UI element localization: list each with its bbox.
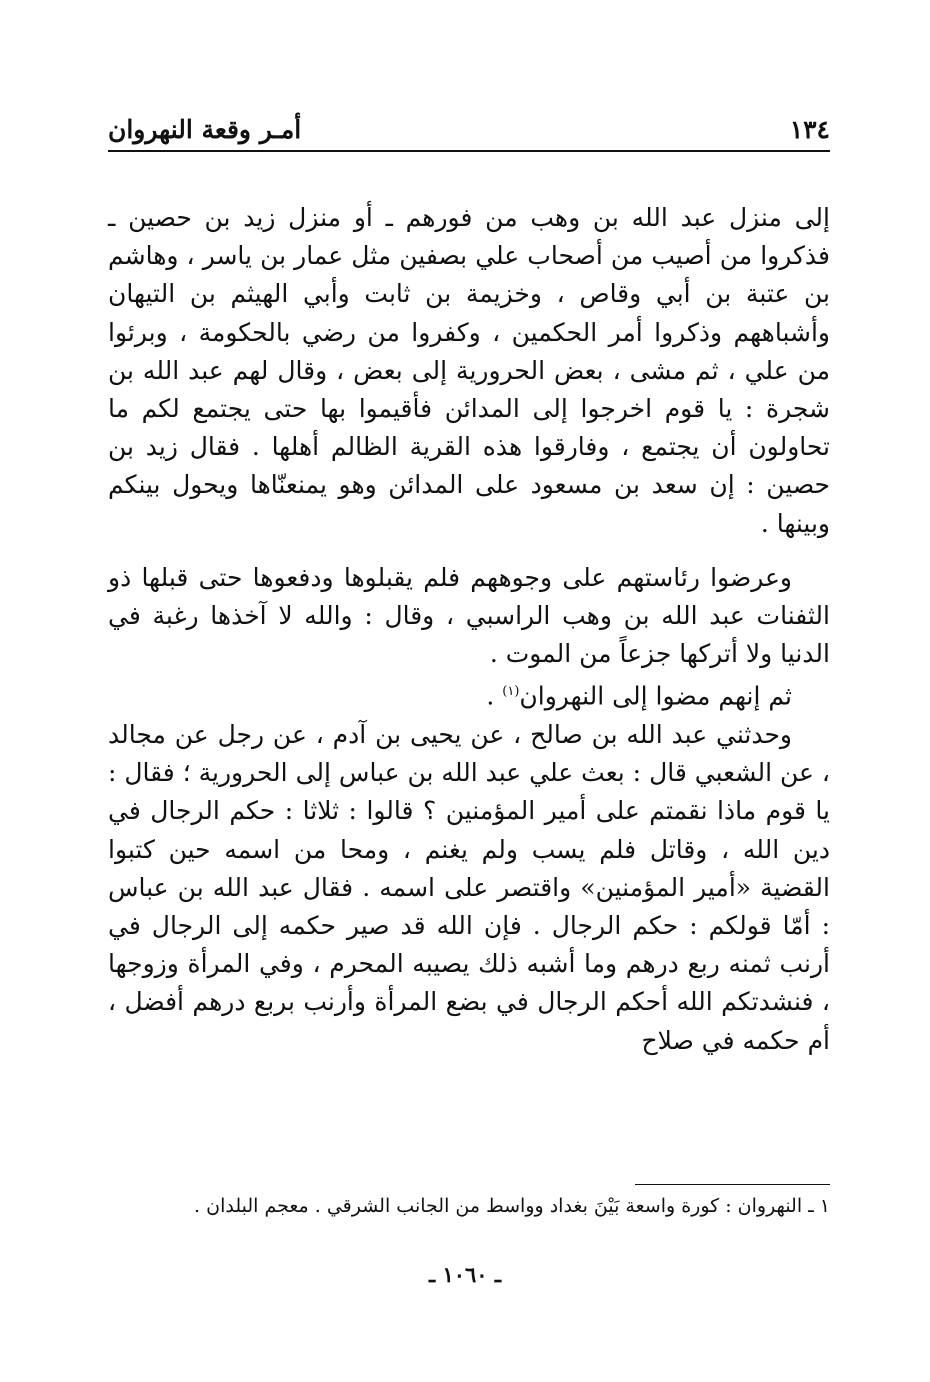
page-number: ١٣٤ [789, 115, 830, 144]
paragraph-1: إلى منزل عبد الله بن وهب من فورهم ـ أو منزل زيد بن حصين ـ فذكروا من أصيب من أصحاب علي بصفين مثل عمار بن ياسر ، وهاشم بن عتبة بن أبي وقاص ، وخزيمة بن ثابت وأبي الهيثم بن التيهان وأشباههم وذكروا أمر الحكمين ، وكفروا من رضي بالحكومة ، وبرئوا من علي ، ثم مشى ، بعض الحرورية إلى بعض ، وقال لهم عبد الله بن شجرة : يا قوم اخرجوا إلى المدائن فأقيموا بها حتى يجتمع لكم ما تحاولون أن يجتمع ، وفارقوا هذه القرية الظالم أهلها . فقال زيد بن حصين : إن سعد بن مسعود على المدائن وهو يمنعنّاها ويحول بينكم وبينها . [108, 203, 830, 538]
footnote-rule [635, 1184, 830, 1185]
main-text [108, 199, 830, 1060]
header-rule [108, 150, 830, 152]
folio-number: ـ ١٠٦٠ ـ [428, 1262, 502, 1287]
running-header [108, 104, 830, 144]
footnote-marker: (١) [502, 684, 520, 700]
running-title: أمـر وقعة النهروان [108, 115, 302, 144]
paragraph-3 [108, 673, 830, 716]
footnote: ١ ـ النهروان : كورة واسعة بَيْنَ بغداد وواسط من الجانب الشرقي . معجم البلدان . [194, 1195, 830, 1217]
paragraph-4: وحدثني عبد الله بن صالح ، عن يحيى بن آدم ، عن رجل عن مجالد ، عن الشعبي قال : بعث علي عبد الله بن عباس إلى الحرورية ؛ فقال : يا قوم ماذا نقمتم على أمير المؤمنين ؟ قالوا : ثلاثا : حكم الرجال في دين الله ، وقاتل فلم يسب ولم يغنم ، ومحا من اسمه حين كتبوا القضية «أمير المؤمنين» واقتصر على اسمه . فقال عبد الله بن عباس : أمّا قولكم : حكم الرجال . فإن الله قد صير حكمه إلى الرجال في أرنب ثمنه ربع درهم وما أشبه ذلك يصيبه المحرم ، وفي المرأة وزوجها ، فنشدتكم الله أحكم الرجال في بضع المرأة وأرنب بربع درهم أفضل ، أم حكمه في صلاح [108, 719, 830, 1055]
paragraph-2: وعرضوا رئاستهم على وجوههم فلم يقبلوها ودفعوها حتى قبلها ذو الثفنات عبد الله بن وهب الراسبي ، وقال : والله لا آخذها رغبة في الدنيا ولا أتركها جزعاً من الموت . [108, 562, 830, 669]
paragraph-3-end: . [486, 681, 503, 711]
paragraph-3-text: ثم إنهم مضوا إلى النهروان [519, 681, 792, 711]
